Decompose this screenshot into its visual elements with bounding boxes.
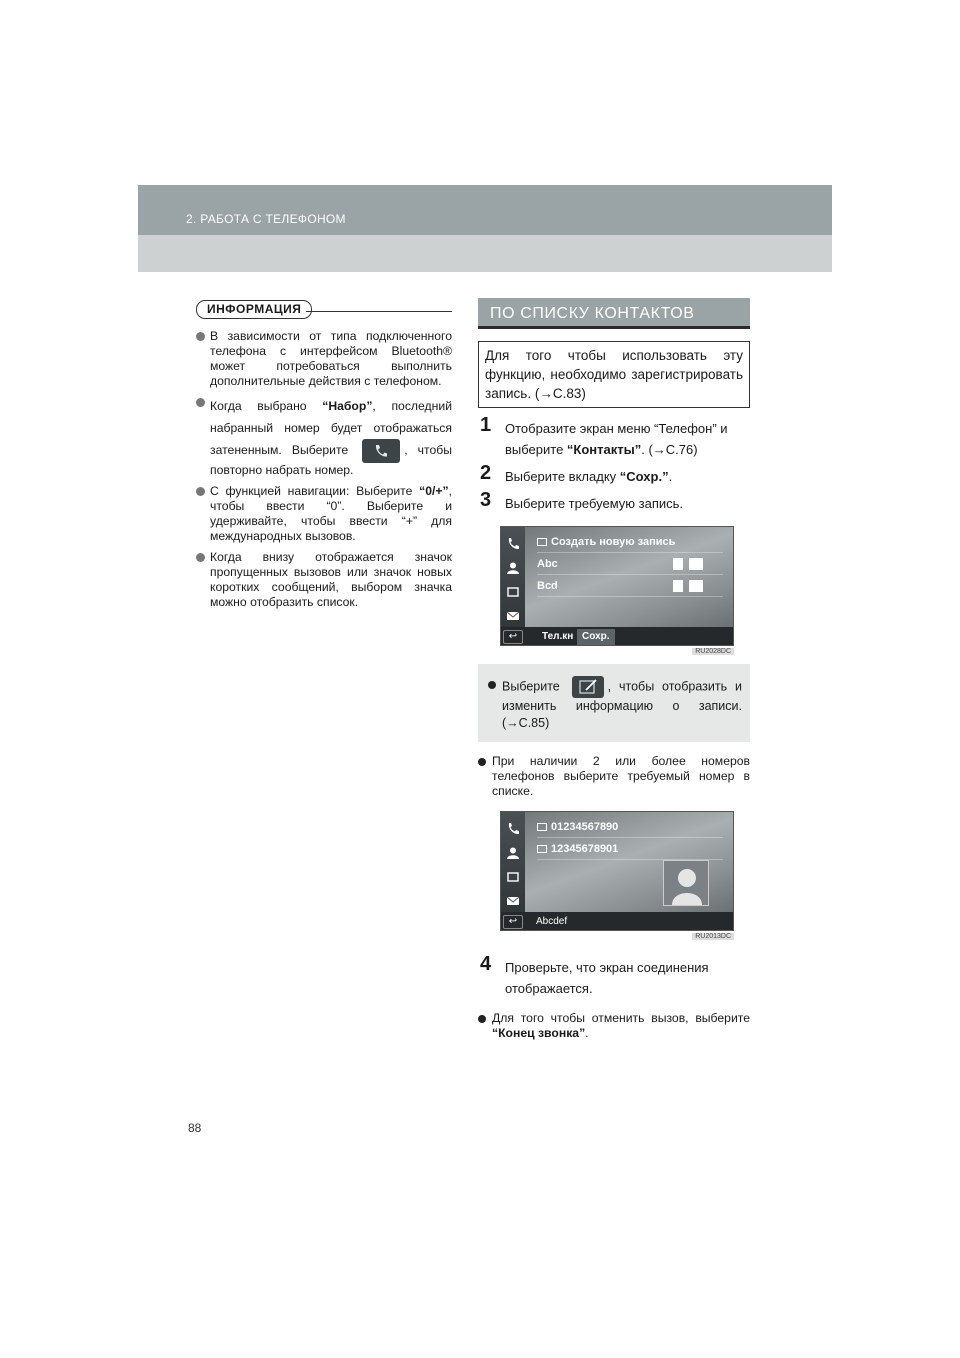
image-code: RU2013DC bbox=[692, 933, 734, 940]
info-rule bbox=[306, 311, 452, 312]
step-1 bbox=[478, 414, 750, 460]
section-label: 2. РАБОТА С ТЕЛЕФОНОМ bbox=[186, 212, 346, 226]
contacts-icon bbox=[506, 561, 520, 575]
info-item bbox=[196, 395, 452, 478]
step-text: Выберите требуемую запись. bbox=[505, 496, 684, 511]
contacts-screen bbox=[500, 526, 734, 646]
steps-continued bbox=[478, 941, 750, 999]
header-subband bbox=[138, 235, 832, 272]
step-text: Проверьте, что экран соединения отображается. bbox=[505, 960, 709, 996]
step-text: . bbox=[668, 469, 673, 484]
image-code: RU2028DC bbox=[692, 648, 734, 655]
cancel-bullet bbox=[478, 1011, 750, 1041]
new-entry-icon bbox=[537, 538, 547, 546]
tab-saved[interactable]: Сохр. bbox=[577, 629, 615, 645]
step-2 bbox=[478, 462, 750, 487]
row-label: 01234567890 bbox=[551, 821, 619, 833]
tab-bar bbox=[501, 627, 733, 645]
back-button[interactable]: ↩ bbox=[503, 915, 523, 929]
page-number: 88 bbox=[188, 1121, 202, 1135]
note-bullet bbox=[488, 676, 742, 732]
step-text: Выберите вкладку bbox=[505, 469, 620, 484]
message-icon bbox=[506, 585, 520, 599]
row-label: Bcd bbox=[537, 580, 558, 592]
contacts-title: ПО СПИСКУ КОНТАКТОВ bbox=[478, 298, 750, 329]
avatar bbox=[663, 860, 709, 906]
info-text: Когда внизу отображается значок пропущенных вызовов или значок новых коротких сообщений, выбором значка можно отобразить список. bbox=[210, 550, 452, 609]
call-button-icon bbox=[362, 439, 400, 463]
note-text: , чтобы отобразить и изменить информацию о записи. (→С.85) bbox=[502, 679, 742, 730]
contact-name: Abcdef bbox=[536, 916, 568, 927]
back-button[interactable]: ↩ bbox=[503, 630, 523, 644]
phone-icon bbox=[506, 822, 520, 836]
message-icon bbox=[506, 870, 520, 884]
list-item-new-entry[interactable] bbox=[537, 531, 723, 553]
bullet-dot-icon bbox=[196, 398, 205, 407]
step-number: 1 bbox=[480, 414, 492, 436]
contacts-icon bbox=[506, 846, 520, 860]
intro-box: Для того чтобы использовать эту функцию, необходимо зарегистрировать запись. (→С.83) bbox=[478, 341, 750, 408]
list-item[interactable] bbox=[537, 575, 723, 597]
info-item bbox=[196, 550, 452, 610]
note-text: Выберите bbox=[502, 679, 560, 694]
bullet-dot-icon bbox=[196, 332, 205, 341]
row-label: Создать новую запись bbox=[551, 536, 676, 548]
contacts-column bbox=[478, 298, 750, 1041]
numbers-screen bbox=[500, 811, 734, 931]
step-3 bbox=[478, 489, 750, 514]
number-type-icon bbox=[537, 845, 547, 853]
step-number: 4 bbox=[480, 953, 492, 975]
step-bold: “Контакты” bbox=[566, 442, 642, 457]
bullet-bold: “Конец звонка” bbox=[492, 1026, 586, 1040]
avatar-icon bbox=[664, 861, 710, 907]
edit-icon[interactable] bbox=[689, 580, 703, 592]
list-item[interactable] bbox=[537, 553, 723, 575]
info-text: , чтобы ввести “0”. Выберите и удерживайте, чтобы ввести “+” для международных вызовов. bbox=[210, 484, 452, 543]
info-text: С функцией навигации: Выберите bbox=[210, 484, 420, 498]
info-item bbox=[196, 329, 452, 389]
info-text: , чтобы повторно набрать номер. bbox=[210, 443, 452, 477]
step-text: Отобразите экран меню “Телефон” и выберите bbox=[505, 421, 728, 457]
edit-info-icon bbox=[572, 676, 604, 698]
bullet-text: Для того чтобы отменить вызов, выберите bbox=[492, 1011, 750, 1025]
info-text: В зависимости от типа подключенного телефона с интерфейсом Bluetooth® может потребоваться выполнить дополнительные действия с телефоном. bbox=[210, 329, 452, 388]
list-item-number[interactable] bbox=[537, 838, 723, 860]
info-list bbox=[196, 329, 452, 610]
phone-type-icon bbox=[673, 580, 683, 592]
info-bold: “Набор” bbox=[322, 399, 373, 413]
list-item-number[interactable] bbox=[537, 816, 723, 838]
edit-icon[interactable] bbox=[689, 558, 703, 570]
bullet-dot-icon bbox=[196, 553, 205, 562]
row-label: 12345678901 bbox=[551, 843, 619, 855]
info-column bbox=[196, 300, 452, 610]
multi-number-bullet: При наличии 2 или более номеров телефонов выберите требуемый номер в списке. bbox=[478, 754, 750, 799]
info-item bbox=[196, 484, 452, 544]
info-badge: ИНФОРМАЦИЯ bbox=[196, 300, 312, 319]
steps bbox=[478, 414, 750, 514]
bullet-dot-icon bbox=[196, 487, 205, 496]
step-number: 3 bbox=[480, 489, 492, 511]
bullet-text: . bbox=[585, 1026, 589, 1040]
step-number: 2 bbox=[480, 462, 492, 484]
tab-phonebook[interactable]: Тел.кн bbox=[542, 631, 574, 642]
number-type-icon bbox=[537, 823, 547, 831]
note-box bbox=[478, 664, 750, 742]
mail-icon bbox=[506, 894, 520, 908]
row-label: Abc bbox=[537, 558, 558, 570]
phone-icon bbox=[506, 537, 520, 551]
step-text: . (→С.76) bbox=[641, 442, 698, 457]
bottom-bar bbox=[501, 912, 733, 930]
info-text: Когда выбрано bbox=[210, 399, 323, 413]
header-band bbox=[138, 185, 832, 235]
info-text: , последний набранный номер будет отображаться затененным. Выберите bbox=[210, 399, 452, 458]
phone-type-icon bbox=[673, 558, 683, 570]
step-4 bbox=[478, 953, 750, 999]
info-bold: “0/+” bbox=[419, 484, 449, 498]
mail-icon bbox=[506, 609, 520, 623]
step-bold: “Сохр.” bbox=[619, 469, 669, 484]
